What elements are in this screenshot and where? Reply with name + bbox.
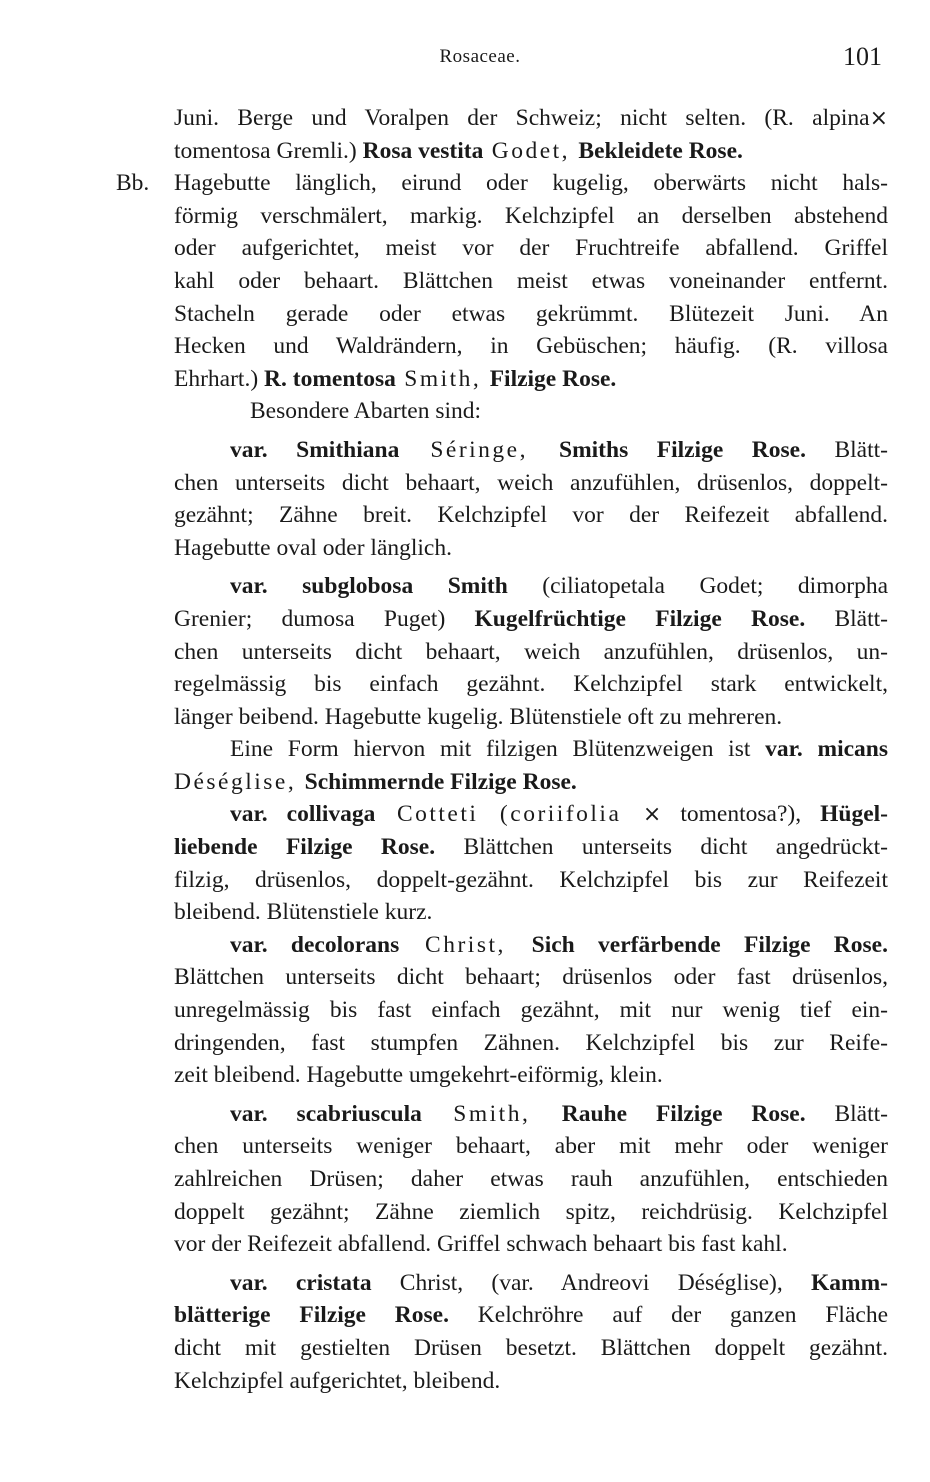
common-name: Filzige Rose. (489, 365, 617, 392)
variety-name: var. micans (765, 736, 888, 763)
text-line (174, 363, 888, 396)
common-name: Kugelfrüchtige Filzige Rose. (474, 605, 806, 632)
variety-name: var. scabriuscula (230, 1100, 422, 1127)
page-body (116, 102, 889, 1397)
species-name: Rosa vestita (362, 137, 484, 164)
variety-entry (174, 570, 888, 733)
text-line: Kelchzipfel aufgerichtet, bleibend. (174, 1367, 501, 1394)
text-line: Hagebutte oval oder länglich. (174, 534, 452, 561)
text-line (174, 831, 888, 864)
text-span: Juni. Berge und Voralpen der Schweiz; nicht selten. (R. alpina (174, 105, 870, 131)
common-name: Bekleidete Rose. (578, 137, 743, 164)
text-line: länger beibend. Hagebutte kugelig. Blütenstiele oft zu mehreren. (174, 703, 783, 730)
text-line: doppelt gezähnt; Zähne ziemlich spitz, reichdrüsig. Kelchzipfel (174, 1198, 888, 1225)
text-span: tomentosa?), (661, 801, 821, 828)
text-line: förmig verschmälert, markig. Kelchzipfel an derselben abstehend (174, 202, 888, 229)
text-line (174, 570, 888, 603)
author-name: Christ, (399, 931, 532, 958)
text-span: Grenier; dumosa Puget) (174, 605, 475, 632)
text-line: dringenden, fast stumpfen Zähnen. Kelchzipfel bis zur Reife- (174, 1029, 888, 1056)
text-line: filzig, drüsenlos, doppelt-gezähnt. Kelchzipfel bis zur Reifezeit (174, 866, 888, 893)
text-line (174, 434, 888, 467)
text-line (174, 1299, 888, 1332)
text-span: Blätt- (805, 1100, 888, 1127)
section-label: Bb. (116, 170, 150, 197)
text-line (174, 798, 888, 831)
variety-name: var. Smithiana (230, 436, 400, 463)
text-span: Christ, (var. Andreovi Déséglise), (371, 1269, 811, 1296)
variety-entry (174, 798, 888, 928)
text-line: unregelmässig bis fast einfach gezähnt, mit nur wenig tief ein- (174, 997, 888, 1024)
common-name: Schimmernde Filzige Rose. (304, 768, 577, 795)
text-line (174, 1098, 888, 1131)
text-line: Stacheln gerade oder etwas gekrümmt. Blütezeit Juni. An (174, 300, 888, 327)
species-name: R. tomentosa (264, 365, 396, 392)
text-line: chen unterseits weniger behaart, aber mit mehr oder weniger (174, 1133, 888, 1160)
text-line: Hecken und Waldrändern, in Gebüschen; häufig. (R. villosa (174, 333, 888, 360)
text-line: oder aufgerichtet, meist vor der Fruchtreife abfallend. Griffel (174, 235, 888, 262)
text-span: (ciliatopetala Godet; dimorpha (507, 573, 888, 600)
text-line: zeit bleibend. Hagebutte umgekehrt-eiförmig, klein. (174, 1062, 663, 1089)
text-line (174, 135, 888, 168)
variety-name: var. decolorans (230, 931, 400, 958)
text-line (174, 1267, 888, 1300)
common-name: Smiths Filzige Rose. (559, 436, 806, 463)
text-span: Ehrhart.) (174, 365, 265, 392)
text-span: Eine Form hiervon mit filzigen Blütenzweigen ist (230, 736, 766, 763)
text-line (174, 102, 888, 135)
author-name: Godet, (483, 137, 579, 164)
text-line: regelmässig bis einfach gezähnt. Kelchzipfel stark entwickelt, (174, 671, 888, 698)
text-span: tomentosa Gremli.) (174, 137, 363, 164)
text-span: Blätt- (805, 436, 888, 463)
variety-name: var. subglobosa Smith (230, 573, 508, 600)
text-line (174, 603, 888, 636)
variety-entry (174, 434, 888, 564)
author-name: Smith, (421, 1100, 562, 1127)
text-line: kahl oder behaart. Blättchen meist etwas voneinander entfernt. (174, 267, 888, 294)
author-name: Séringe, (399, 436, 559, 463)
cross-symbol: × (642, 802, 662, 828)
common-name: Rauhe Filzige Rose. (561, 1100, 806, 1127)
text-span: Kelchröhre auf der ganzen Fläche (448, 1302, 889, 1329)
common-name: Hügel- (820, 801, 888, 828)
text-line: gezähnt; Zähne breit. Kelchzipfel vor der Reifezeit abfallend. (174, 502, 888, 529)
author-name: Déséglise, (174, 768, 305, 795)
common-name: Sich verfärbende Filzige Rose. (531, 931, 888, 958)
text-line: chen unterseits dicht behaart, weich anzufühlen, drüsenlos, doppelt- (174, 469, 888, 496)
cross-symbol: × (869, 106, 888, 131)
author-name: Smith, (395, 365, 490, 392)
text-line (174, 929, 888, 962)
running-title: Rosaceae. (439, 46, 521, 67)
text-line: Besondere Abarten sind: (250, 398, 482, 425)
paragraph (174, 395, 888, 428)
common-name: Kamm- (810, 1269, 888, 1296)
page-header (0, 42, 930, 76)
variety-entry (174, 1267, 888, 1397)
text-line: zahlreichen Drüsen; daher etwas rauh anzufühlen, entschieden (174, 1166, 888, 1192)
paragraph (174, 102, 888, 167)
variety-name: var. collivaga (230, 801, 376, 828)
text-line: Hagebutte länglich, eirund oder kugelig, oberwärts nicht hals- (174, 170, 888, 197)
variety-entry (174, 733, 888, 798)
text-line: Blättchen unterseits dicht behaart; drüsenlos oder fast drüsenlos, (174, 964, 888, 991)
text-span: Blättchen unterseits dicht angedrückt- (435, 834, 888, 861)
text-line: vor der Reifezeit abfallend. Griffel schwach behaart bis fast kahl. (174, 1231, 788, 1258)
paragraph (116, 167, 888, 395)
text-line: bleibend. Blütenstiele kurz. (174, 899, 433, 926)
variety-name: var. cristata (230, 1269, 372, 1296)
common-name: blätterige Filzige Rose. (174, 1302, 449, 1329)
variety-entry (174, 1098, 888, 1261)
common-name: liebende Filzige Rose. (174, 834, 436, 861)
text-span: Blätt- (805, 605, 888, 632)
text-line (174, 766, 888, 799)
text-line: chen unterseits dicht behaart, weich anzufühlen, drüsenlos, un- (174, 638, 888, 665)
variety-entry (174, 929, 888, 1092)
text-line: dicht mit gestielten Drüsen besetzt. Blättchen doppelt gezähnt. (174, 1334, 888, 1361)
text-line (174, 733, 888, 766)
page-number: 101 (843, 42, 882, 71)
author-name: Cotteti (coriifolia (375, 801, 643, 828)
